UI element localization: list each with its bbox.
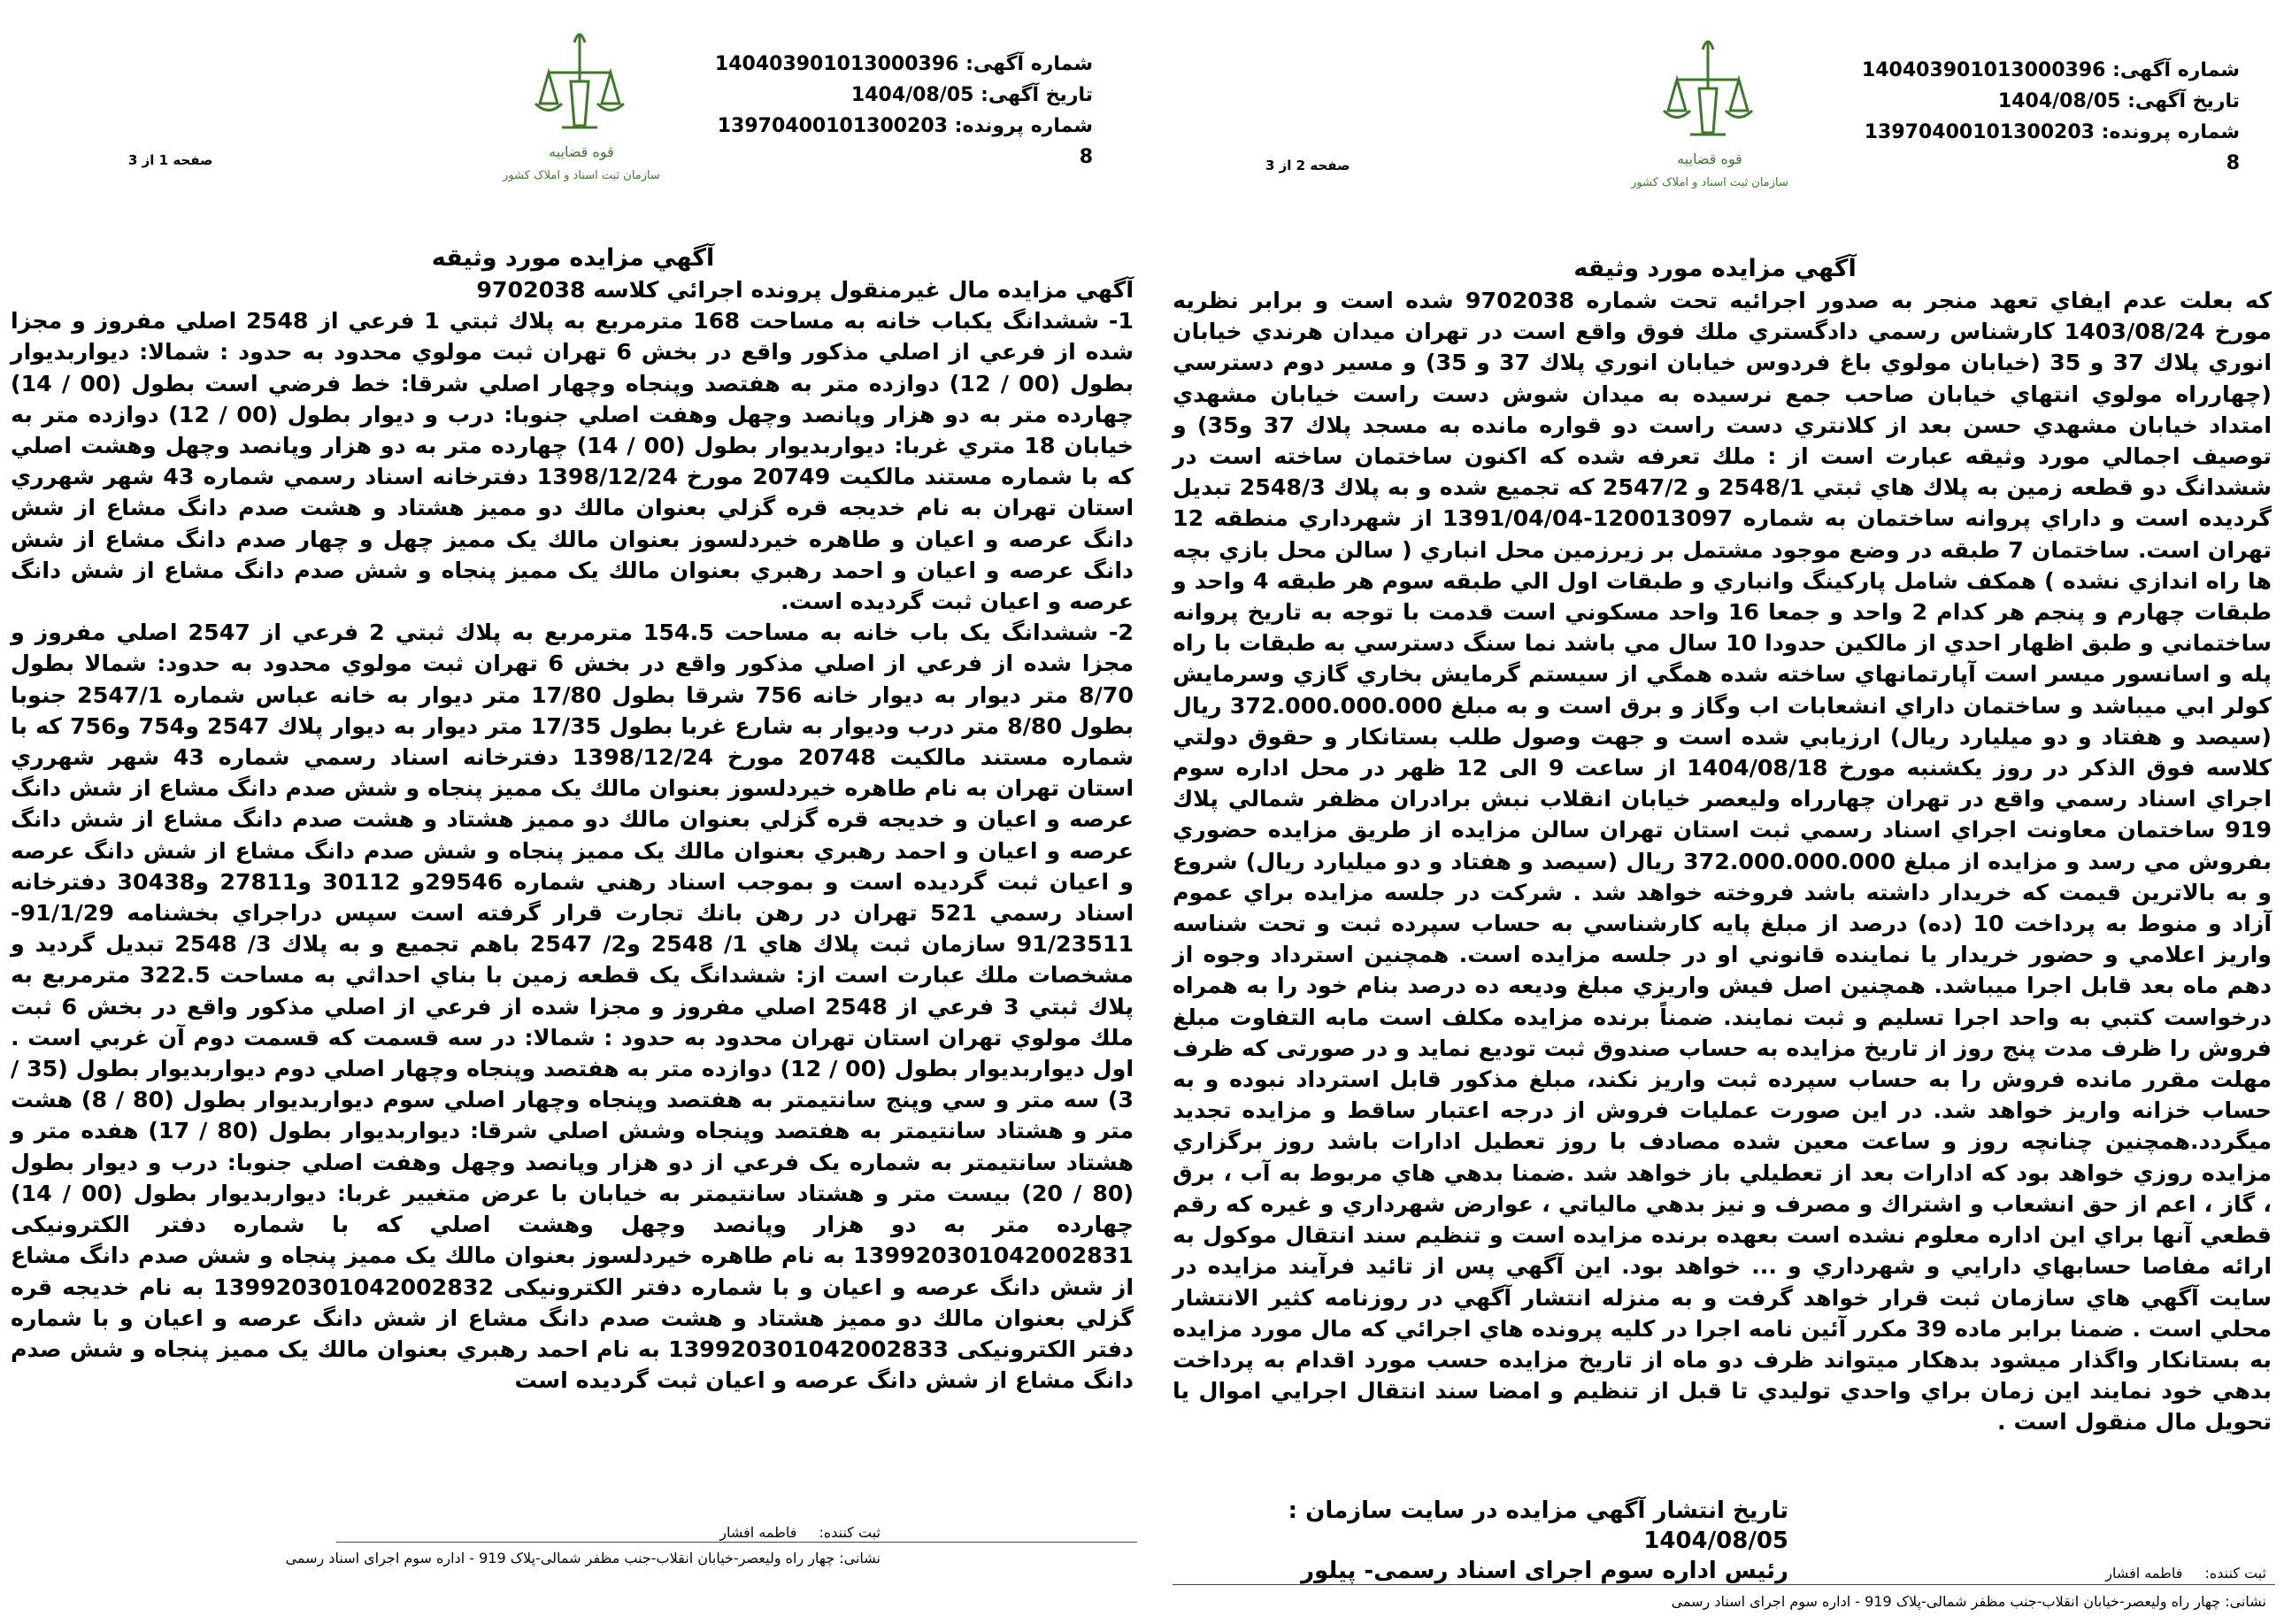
file-number-row [1859,117,2240,179]
registrar [2105,1565,2266,1582]
page-number: صفحه 1 از 3 [128,152,213,168]
ad-number-label: شماره آگهی: [2112,59,2240,81]
file-number-label: شماره پرونده: [954,115,1093,137]
notice-body [1173,285,2272,1511]
notice-body-text: آگهي مزايده مال غيرمنقول پرونده اجرائي كلاسه 9702038 1- ششدانگ يكباب خانه به مساحت 168 مترمربع به پلاك ثبتي 1 فرعي از 2548 اصلي مفروز و مجزا شده از فرعي از اصلي مذكور واقع در بخش 6 تهران ثبت مولوي محدود به حدود : شمالا: ديواربديوار بطول (00 / 12) دوازده متر به هفتصد وپنجاه وچهار اصلي شرقا: خط فرضي است بطول (00 / 14) چهارده متر به دو هزار وپانصد وچهل وهفت اصلي جنوبا: درب و ديوار بطول (00 / 12) دوازده متر به خيابان 18 متري غربا: ديواربديوار بطول (00 / 14) چهارده متر به دو هزار وپانصد وچهل وهشت اصلي كه با شماره مستند مالكيت 20749 مورخ 1398/12/24 دفترخانه اسناد رسمي شماره 43 شهر شهرري استان تهران به نام خديجه قره گزلي بعنوان مالك دو مميز هشتاد و هشت صدم دانگ مشاع از شش دانگ عرصه و اعيان و طاهره خيردلسوز بعنوان مالك يک مميز چهل و چهار صدم دانگ مشاع از شش دانگ عرصه و اعيان و احمد رهبري بعنوان مالك يک مميز پنجاه و شش صدم دانگ مشاع از شش دانگ عرصه و اعيان ثبت گرديده است. 2- ششدانگ يک باب خانه به مساحت 154.5 مترمربع به پلاك ثبتي 2 فرعي از 2547 اصلي مفروز و مجزا شده از فرعي از اصلي مذكور واقع در بخش 6 تهران ثبت مولوي محدود به حدود: شمالا بطول 8/70 متر ديوار به ديوار خانه 756 شرقا بطول 17/80 متر ديوار به خانه عباس شماره 2547/1 جنوبا بطول 8/80 متر درب وديوار به شارع غربا بطول 17/35 متر ديوار به ديوار پلاك 2547 و754 و756 كه با شماره مستند مالكيت 20748 مورخ 1398/12/24 دفترخانه اسناد رسمي شماره 43 شهر شهرري استان تهران به نام طاهره خيردلسوز بعنوان مالك يک مميز پنجاه و شش صدم دانگ مشاع از شش دانگ عرصه و اعيان و خديجه قره گزلي بعنوان مالك دو مميز هشتاد و هشت صدم دانگ مشاع از شش دانگ عرصه و اعيان و احمد رهبري بعنوان مالك يک مميز پنجاه و شش صدم دانگ مشاع از شش دانگ عرصه و اعيان ثبت گرديده است و بموجب اسناد رهني شماره 29546و 30112 و27811 و30438 دفترخانه اسناد رسمي 521 تهران در رهن بانك تجارت قرار گرفته است سپس دراجراي بخشنامه 91/1/29-91/23511 سازمان ثبت پلاك هاي 1/ 2548 و2/ 2547 باهم تجميع و به پلاك 3/ 2548 تبديل گرديد و مشخصات ملك عبارت است از: ششدانگ يک قطعه زمين با بناي احداثي به مساحت 322.5 مترمربع به پلاك ثبتي 3 فرعي از 2548 اصلي مفروز و مجزا شده از فرعي از اصلي مذكور واقع در بخش 6 ثبت ملك مولوي تهران استان تهران محدود به حدود : شمالا: در سه قسمت كه قسمت دوم آن غربي است . اول ديواربديوار بطول (00 / 12) دوازده متر به هفتصد وپنجاه وچهار اصلي دوم ديواربديوار بطول (35 / 3) سه متر و سي وپنج سانتيمتر به هفتصد وپنجاه وچهار اصلي سوم ديواربديوار بطول (80 / 8) هشت متر و هشتاد سانتيمتر به هفتصد وپنجاه وشش اصلي شرقا: ديواربديوار بطول (80 / 17) هفده متر و هشتاد سانتيمتر به شماره يک فرعي از دو هزار وپانصد وچهل وهفت اصلي جنوبا: درب و ديوار بطول (80 / 20) بيست متر و هشتاد سانتيمتر به خيابان با عرض متغيير غربا: ديواربديوار بطول (00 / 14) چهارده متر به دو هزار وپانصد وچهل وهشت اصلي كه با شماره دفتر الكترونيكی 139920301042002831 به نام طاهره خيردلسوز بعنوان مالك يک مميز پنجاه و شش صدم دانگ مشاع از شش دانگ عرصه و اعيان و با شماره دفتر الكترونيكی 139920301042002832 به نام خديجه قره گزلي بعنوان مالك دو مميز هشتاد و هشت صدم دانگ مشاع از شش دانگ عرصه و اعيان و با شماره دفتر الكترونيكی 139920301042002833 به نام احمد رهبري بعنوان مالك يک مميز پنجاه و شش صدم دانگ مشاع از شش دانگ عرصه و اعيان ثبت گرديده است [11,277,1134,1394]
ad-date-row [704,80,1093,111]
office-head-title: رئیس اداره سوم اجرای اسناد رسمی- پیلور [1301,1558,1788,1584]
signature-block [1146,1496,1788,1586]
judiciary-emblem-icon [1628,27,1788,212]
judiciary-emblem-icon [500,19,659,205]
emblem-subcaption: سازمان ثبت اسناد و املاک کشور [503,169,659,182]
notice-title: آگهي مزايده مورد وثيقه [1573,255,1857,282]
registrar-name: فاطمه افشار [2105,1565,2183,1582]
notice-title: آگهي مزايده مورد وثيقه [431,244,715,272]
file-number: 13970400101300203 8 [717,115,1093,168]
registrar [719,1524,881,1541]
ad-header [704,49,1093,173]
ad-header [1859,55,2240,179]
footer-divider [336,1542,1137,1543]
ad-number-label: شماره آگهی: [965,53,1093,75]
document-page-2 [1146,0,2284,1624]
ad-date-row [1859,86,2240,117]
footer-divider [1173,1584,2275,1585]
office-address: نشانی: چهار راه وليعصر-خيابان انقلاب-جنب مظفر شمالی-پلاک 919 - اداره سوم اجرای اسناد رسمی [1671,1593,2266,1610]
notice-body [11,274,1134,1518]
file-number-label: شماره پرونده: [2101,121,2240,143]
file-number: 13970400101300203 8 [1864,121,2240,174]
ad-number: 140403901013000396 [714,53,959,75]
notice-body-text: كه بعلت عدم ايفاي تعهد منجر به صدور اجرائيه تحت شماره 9702038 شده است و برابر نظريه مورخ 1403/08/24 كارشناس رسمي دادگستري ملك فوق واقع است در تهران ميدان هرندي خيابان انوري پلاك 37 و 35 (خيابان مولوي باغ فردوس خيابان انوري پلاك 37 و 35) و مسير دوم دسترسي (چهارراه مولوي انتهاي خيابان صاحب جمع نرسيده به ميدان شوش دست راست خيابان مشهدي امتداد خيابان مشهدي حسن بعد از كلانتري دست راست دو قواره مانده به مسجد پلاك 37 و35) و توصيف اجمالي مورد وثيقه عبارت است از : ملك تعرفه شده كه اكنون ساختمان ساخته است در ششدانگ دو قطعه زمين به پلاك هاي ثبتي 2548/1 و 2547/2 كه تجميع شده و به پلاك 2548/3 تبديل گرديده است و داراي پروانه ساختمان به شماره 120013097-1391/04/04 از شهرداري منطقه 12 تهران است. ساختمان 7 طبقه در وضع موجود مشتمل بر زيرزمين محل انباري ( سالن محل بازي بچه ها راه اندازي نشده ) همكف شامل پاركينگ وانباري و طبقات اول الي طبقه سوم هر طبقه 4 واحد و طبقات چهارم و پنجم هر كدام 2 واحد و جمعا 16 واحد مسكوني است قدمت با توجه به تاريخ پروانه ساختماني و طبق اظهار احدي از مالكين حدودا 10 سال مي باشد نما سنگ دسترسي به طبقات با راه پله و اسانسور ميسر است آپارتمانهاي ساخته شده همگي از سيستم گرمايش بخاري گازي وسرمايش كولر ابي ميباشد و ساختمان داراي انشعابات اب وگاز و برق است و به مبلغ 372.000.000.000 ريال (سيصد و هفتاد و دو ميليارد ريال) ارزيابي شده است و جهت وصول طلب بستانكار و حقوق دولتي كلاسه فوق الذكر در روز يكشنبه مورخ 1404/08/18 از ساعت 9 الی 12 ظهر در محل اداره سوم اجراي اسناد رسمي واقع در تهران چهارراه وليعصر خيابان انقلاب نبش برادران مظفر شمالي پلاك 919 ساختمان معاونت اجراي اسناد رسمي ثبت استان تهران سالن مزايده از طريق مزايده حضوري بفروش مي رسد و مزايده از مبلغ 372.000.000.000 ريال (سيصد و هفتاد و دو ميليارد ريال) شروع و به بالاترين قيمت كه خريدار داشته باشد فروخته خواهد شد . شركت در جلسه مزايده براي عموم آزاد و منوط به پرداخت 10 (ده) درصد از مبلغ پايه كارشناسي به حساب سپرده ثبت و تحت شناسه واريز اعلامي و حضور خريدار يا نماينده قانوني او در جلسه مزايده است. همچنين استرداد وجوه از دهم ماه بعد قابل اجرا ميباشد. همچنين اصل فيش واريزي مبلغ وديعه ده درصد بنام خود را به همراه درخواست كتبي به واحد اجرا تسليم و ثبت نمايند. ضمناً برنده مزايده مكلف است مابه التفاوت مبلغ فروش را ظرف مدت پنج روز از تاريخ مزايده به حساب صندوق ثبت توديع نمايد و در صورتی كه ظرف مهلت مقرر مانده فروش را به حساب سپرده ثبت واريز نكند، مبلغ مذكور قابل استرداد نبوده و به حساب خزانه واريز خواهد شد. در اين صورت عمليات فروش از درجه اعتبار ساقط و مزايده تجديد ميگردد.همچنين چنانچه روز و ساعت معين شده مصادف با روز تعطيل ادارات باشد روز برگزاري مزايده روزي خواهد بود كه ادارات بعد از تعطيلي باز خواهد شد .ضمنا بدهي هاي مربوط به آب ، برق ، گاز ، اعم از حق انشعاب و اشتراك و مصرف و نيز بدهي مالياتي ، عوارض شهرداري و غيره كه رقم قطعي آنها براي اين اداره معلوم نشده است بعهده برنده مزايده است و تنظيم سند انتقال موكول به ارائه مفاصا حسابهاي دارايي و شهرداري و ... خواهد بود. اين آگهي پس از تائيد فرآيند مزايده در سايت آگهي هاي سازمان ثبت قرار خواهد گرفت و به منزله انتشار آگهي در روزنامه كثير الانتشار محلي است . ضمنا برابر ماده 39 مكرر آئين نامه اجرا در كليه پرونده هاي اجرائي كه مال مورد مزايده به بستانكار واگذار ميشود بدهكار ميتواند ظرف دو ماه از تاريخ مزايده حسب مورد اقدام به پرداخت بدهي خود نمايند اين زمان براي واحدي توليدي تا قبل از تنظيم و امضا سند انتقال اجرايي اموال يا تحويل مال منقول است . [1173,288,2272,1435]
page-number: صفحه 2 از 3 [1265,158,1350,173]
ad-number: 140403901013000396 [1861,59,2106,81]
ad-date: 1404/08/05 [850,84,974,106]
emblem-subcaption: سازمان ثبت اسناد و املاک کشور [1631,176,1788,189]
emblem-caption: قوه قضاییه [549,143,614,160]
office-address: نشانی: چهار راه وليعصر-خيابان انقلاب-جنب مظفر شمالی-پلاک 919 - اداره سوم اجرای اسناد رسمی [285,1550,881,1566]
ad-date-label: تاریخ آگهی: [981,84,1093,106]
ad-date-label: تاریخ آگهی: [2127,90,2240,112]
emblem-caption: قوه قضاییه [1677,150,1742,167]
ad-number-row [704,49,1093,80]
registrar-label: ثبت کننده: [819,1524,881,1541]
file-number-row [704,111,1093,173]
registrar-label: ثبت کننده: [2204,1565,2266,1582]
ad-date: 1404/08/05 [1997,90,2121,112]
publish-date-line: تاريخ انتشار آگهي مزايده در سايت سازمان : 1404/08/05 [1288,1497,1788,1554]
registrar-name: فاطمه افشار [719,1524,797,1541]
ad-number-row [1859,55,2240,86]
